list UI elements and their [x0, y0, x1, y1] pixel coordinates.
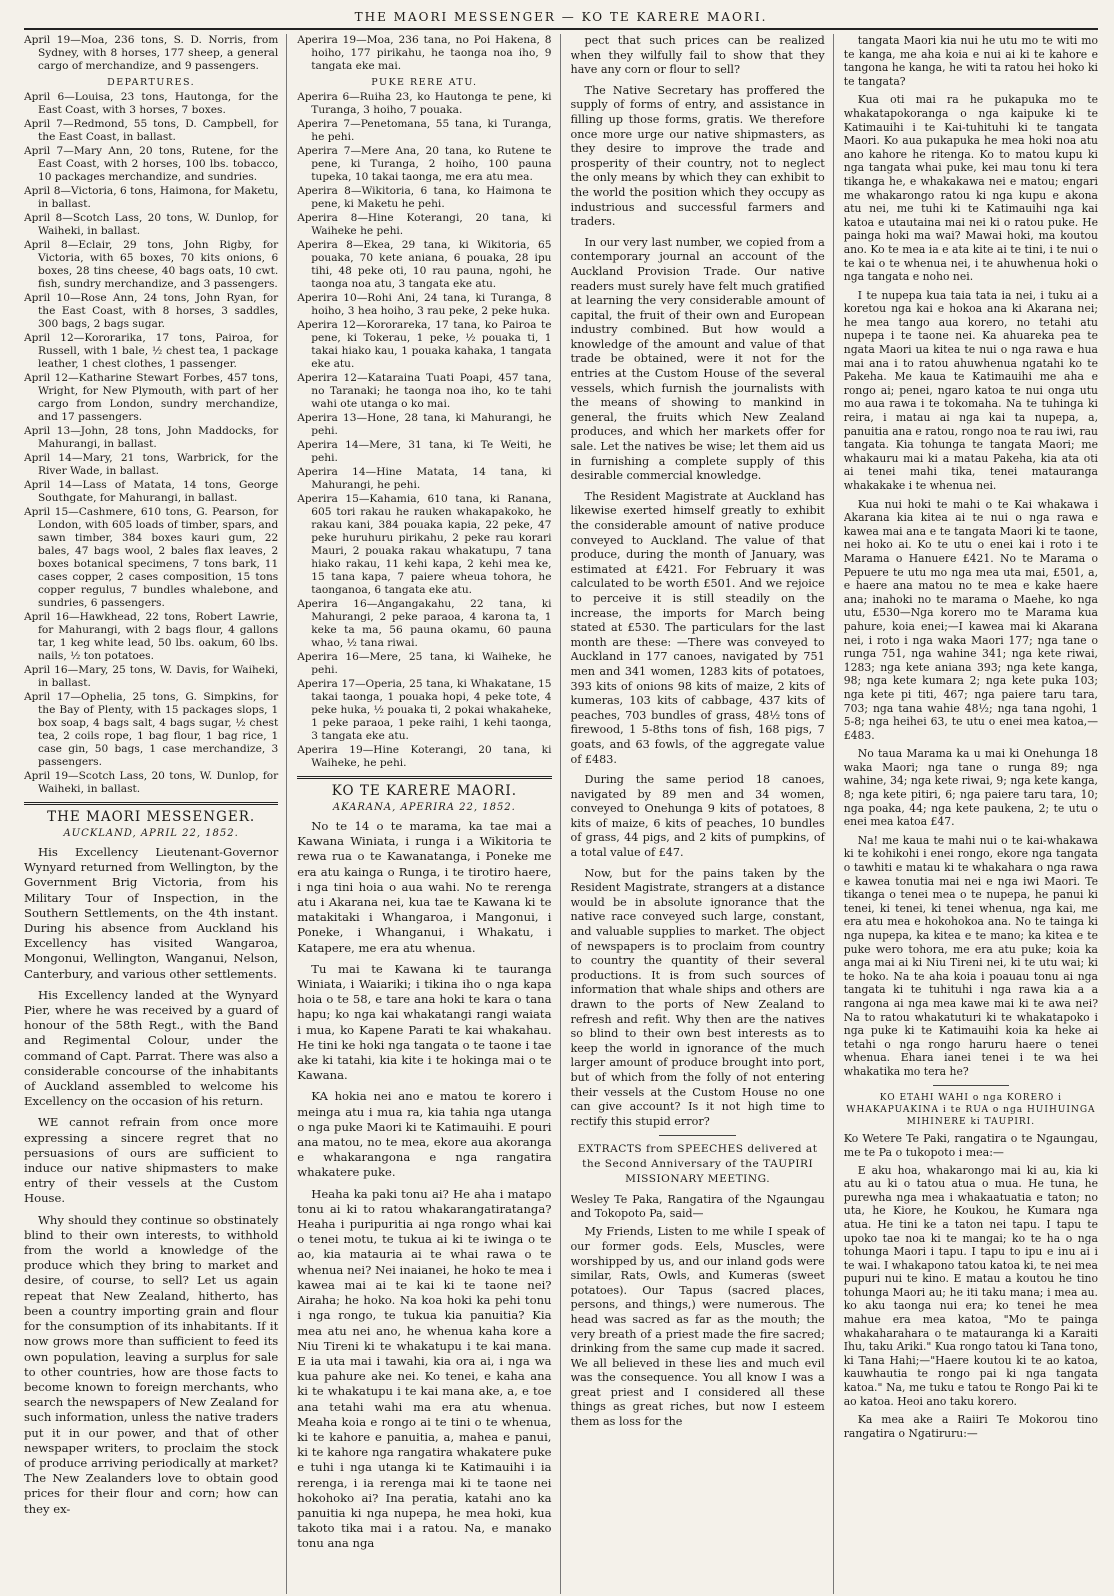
paragraph: WE cannot refrain from once more expressing a sincere regret that no persuasions of ours are sufficient to induce our native shipmasters to make entry of their vessels at the Custom House.	[24, 1115, 279, 1206]
dateline-en: AUCKLAND, APRIL 22, 1852.	[63, 828, 239, 839]
shipping-entry: Aperira 19—Moa, 236 tana, no Poi Hakena, 8 hoiho, 177 pirikahu, he taonga noa iho, 9 tangata eke mai.	[297, 34, 552, 72]
shipping-entry: Aperira 14—Mere, 31 tana, ki Te Weiti, he pehi.	[297, 439, 552, 464]
extract-title-mi: KO ETAHI WAHI o nga KORERO i WHAKAPUAKINA i te RUA o nga HUIHUINGA MIHINERE ki TAUPIRI.	[846, 1092, 1096, 1127]
paragraph: Tu mai te Kawana ki te tauranga Winiata, i Waiariki; i tikina iho o nga kapa hoia o te 58, e tare ana hoki te kara o tana hapu; ko nga kai whakatangi rangi waiata i mua, ko Kapene Parati te kai whakahau. He tini ke hoki nga tangata o te taone i tae ake ki tatahi, kia kite i te hokinga mai o te Kawana.	[297, 961, 552, 1083]
divider	[24, 802, 278, 805]
column-3	[571, 34, 834, 1594]
article-mi-continued	[844, 34, 1098, 1079]
columns	[24, 34, 1098, 1594]
paragraph: Kua nui hoki te mahi o te Kai whakawa i Akarana kia kitea ai te nui o nga rawa e kawea mai ana e te tangata Maori ki te taone, nei hoko ai. Ko te utu o enei kai i roto i te Marama o Hanuere £421. No te Marama o Pepuere te utu mo nga mea uta mai, £501, a, e haere ana matou no te mea e kake haere ana; inahoki no te marama o Maehe, ko nga utu, £530—Nga korero mo te Marama kua pahure, koia enei;—I kawea mai ki Akarana nei, i roto i nga waka Maori 177; nga tane o runga 751, nga wahine 341; nga kete riwai, 1283; nga kete aniana 393; nga kete kanga, 98; nga kete kumara 2; nga kete puka 103; nga kete pi titi, 467; nga paiere taru tara, 703; nga tana wahie 48½; nga tana ngohi, 1 5-8; nga heihei 63, te utu o enei mea katoa,—£483.	[843, 497, 1098, 742]
shipping-entry: Aperira 12—Kororareka, 17 tana, ko Pairoa te pene, ki Tokerau, 1 peke, ½ pouaka ti, 1 takai hiako kau, 1 pouaka kahaka, 1 tangata eke atu.	[297, 319, 552, 370]
departures-heading-en: DEPARTURES.	[107, 77, 196, 88]
column-4	[844, 34, 1098, 1594]
shipping-entry: April 7—Redmond, 55 tons, D. Campbell, for the East Coast, in ballast.	[24, 118, 279, 143]
shipping-entry: Aperira 16—Mere, 25 tana, ki Waiheke, he pehi.	[297, 651, 552, 676]
running-head: THE MAORI MESSENGER — KO TE KARERE MAORI.	[24, 6, 1098, 30]
shipping-entry: April 7—Mary Ann, 20 tons, Rutene, for the East Coast, with 2 horses, 100 lbs. tobacco, 10 packages merchandize, and sundries.	[24, 145, 279, 183]
shipping-entry: Aperira 17—Operia, 25 tana, ki Whakatane, 15 takai taonga, 1 pouaka hopi, 4 peke tote, 4 peke huka, ½ pouaka ti, 2 pokai whakaheke, 1 peke paraoa, 1 peke raihi, 1 kehi taonga, 3 tangata eke atu.	[297, 678, 552, 742]
shipping-entry: April 8—Eclair, 29 tons, John Rigby, for Victoria, with 65 boxes, 70 kits onions, 6 boxes, 28 tins cheese, 40 bags oats, 10 cwt. fish, sundry merchandize, and 3 passengers.	[24, 239, 279, 290]
speaker-en: Wesley Te Paka, Rangatira of the Ngaungau and Tokopoto Pa, said—	[570, 1193, 825, 1221]
shipping-entry: April 12—Katharine Stewart Forbes, 457 tons, Wright, for New Plymouth, with part of her cargo from London, sundry merchandize, and 17 passengers.	[24, 372, 279, 423]
divider	[297, 776, 551, 779]
shipping-entry: April 14—Mary, 21 tons, Warbrick, for the River Wade, in ballast.	[24, 452, 279, 477]
speech-en: My Friends, Listen to me while I speak of our former gods. Eels, Muscles, were worshipped by us, and our inland gods were similar, Rats, Owls, and Kumeras (sweet potatoes). Our Tapus (sacred places, persons, and things,) were numerous. The head was sacred as far as the mouth; the very breath of a priest made the fire sacred; drinking from the same cup made it sacred. We all believed in these lies and much evil was the consequence. You all know I was a great priest and I considered all these things as great riches, but now I esteem them as loss for the	[570, 1225, 825, 1429]
shipping-entry: April 8—Victoria, 6 tons, Haimona, for Maketu, in ballast.	[24, 185, 279, 210]
column-2	[297, 34, 560, 1594]
shipping-entry: April 17—Ophelia, 25 tons, G. Simpkins, for the Bay of Plenty, with 15 packages slops, 1 box soap, 4 bags salt, 4 bags sugar, ½ chest tea, 2 coils rope, 1 bag flour, 1 bag rice, 1 case gin, 50 bags, 1 case merchandize, 3 passengers.	[24, 691, 279, 768]
shipping-entry: Aperira 8—Hine Koterangi, 20 tana, ki Waiheke he pehi.	[297, 212, 552, 237]
paragraph: Why should they continue so obstinately blind to their own interests, to withhold from the world a knowledge of the produce which they bring to market and desire, of course, to sell? Let us again repeat that New Zealand, hitherto, has been a country importing grain and flour for the consumption of its inhabitants. If it now grows more than sufficient to feed its own population, leaving a surplus for sale to other countries, how are those facts to become known to foreign merchants, who search the newspapers of New Zealand for such information, unless the native traders put it in our power, and that of other newspaper writers, to proclaim the stock of produce arriving periodically at market? The New Zealanders love to obtain good prices for their flour and corn; how can they ex-	[24, 1212, 279, 1516]
shipping-entry: April 6—Louisa, 23 tons, Hautonga, for the East Coast, with 3 horses, 7 boxes.	[24, 91, 279, 116]
shipping-entry: Aperira 12—Kataraina Tuati Poapi, 457 tana, no Taranaki; he taonga noa iho, ko te tahi wahi ote utanga o ko mai.	[297, 372, 552, 410]
shipping-entry: April 16—Mary, 25 tons, W. Davis, for Waiheki, in ballast.	[24, 664, 279, 689]
paragraph: The Resident Magistrate at Auckland has likewise exerted himself greatly to exhibit the considerable amount of native produce conveyed to Auckland. The value of that produce, during the month of January, was estimated at £421. For February it was calculated to be worth £501. And we rejoice to perceive it is still steadily on the increase, the imports for March being stated at £530. The particulars for the last month are these: —There was conveyed to Auckland in 177 canoes, navigated by 751 men and 341 women, 1283 kits of potatoes, 393 kits of onions 98 kits of maize, 2 kits of kumeras, 103 kits of cabbage, 437 kits of peaches, 703 bundles of grass, 48½ tons of firewood, 1 5-8ths tons of fish, 168 pigs, 7 goats, and 63 fowls, of the aggregate value of £483.	[570, 489, 825, 766]
paragraph: KA hokia nei ano e matou te korero i meinga atu i mua ra, kia tahia nga utanga o nga puke Maori ki te Katimauihi. E pouri ana matou, no te mea, ekore aua akoranga e whakarangona e nga rangatira whakatere puke.	[297, 1089, 552, 1180]
paragraph: His Excellency Lieutenant-Governor Wynyard returned from Wellington, by the Government Brig Victoria, from his Military Tour of Inspection, in the Southern Settlements, on the 4th instant. During his absence from Auckland his Excellency has visited Wangaroa, Mongonui, Wellington, Wanganui, Nelson, Canterbury, and various other settlements.	[24, 845, 279, 981]
shipping-entry: Aperira 10—Rohi Ani, 24 tana, ki Turanga, 8 hoiho, 3 hea hoiho, 3 rau peke, 2 peke huka.	[297, 292, 552, 317]
shipping-entry: Aperira 16—Angangakahu, 22 tana, ki Mahurangi, 2 peke paraoa, 4 karona ta, 1 keke ta ma, 56 pauna okamu, 60 pauna whao, ½ tana riwai.	[297, 598, 552, 649]
paragraph: During the same period 18 canoes, navigated by 89 men and 34 women, conveyed to Onehunga 9 kits of potatoes, 8 kits of maize, 6 kits of peaches, 10 bundles of grass, 44 pigs, and 2 kits of pumpkins, of a total value of £47.	[570, 773, 825, 860]
paragraph: Ka mea ake a Raiiri Te Mokorou tino rangatira o Ngatiruru:—	[843, 1413, 1098, 1440]
shipping-entry: Aperira 19—Hine Koterangi, 20 tana, ki Waiheke, he pehi.	[297, 744, 552, 769]
paragraph: Heaha ka paki tonu ai? He aha i matapo tonu ai ki to ratou whakarangatiratanga? Heaha i puripuritia ai nga rongo whai kai o tenei motu, te tukua ai ki te iwinga o te ao, kia matauria ai te whai rawa o te whenua nei? Nei inaianei, he hoko te mea i kawea mai ai te kai ki te taone nei? Airaha; he hoko. Na koa hoki ka pehi tonu i nga rongo, te tukua kia panuitia? Kia mea atu nei ano, he whenua kaha kore a Niu Tireni ki te whakatupu i te kai mana. E ia uta mai i tawahi, kia ora ai, i nga wa kua pahure ake nei. Ko tenei, e kaha ana ki te whakatupu i te kai mana ake, a, e toe ana tetahi wahi ma era atu whenua. Meaha koia e rongo ai te tini o te whenua, ki te kahore e panuitia, a, mahea e panui, ki te kahore nga rangatira whakatere puke e tuhi i nga utanga ki te Katimauihi i ia rerenga, i ia rerenga mai ki te taone nei hokohoko ai? Ina peratia, katahi ano ka panuitia ki nga nupepa, he mea hoki, kua takoto tika mai i a ratou. Na, e manako tonu ana nga	[297, 1186, 552, 1551]
shipping-entry: Aperira 14—Hine Matata, 14 tana, ki Mahurangi, he pehi.	[297, 466, 552, 491]
shipping-entry: April 19—Moa, 236 tons, S. D. Norris, from Sydney, with 8 horses, 177 sheep, a general cargo of merchandize, and 9 passengers.	[24, 34, 279, 72]
paragraph: The Native Secretary has proffered the supply of forms of entry, and assistance in filling up those forms, gratis. We therefore once more urge our native shipmasters, as they desire to improve the trade and prosperity of their country, not to neglect the only means by which they can exhibit to the world the position which they occupy as industrious and successful farmers and traders.	[570, 83, 825, 229]
shipping-entry: Aperira 15—Kahamia, 610 tana, ki Ranana, 605 tori rakau he rauken whakapakoko, he rakau kani, 384 pouaka kapia, 22 peke, 47 peke huruhuru pirikahu, 2 peke rau korari Mauri, 2 pouaka rakau whakatupu, 7 tana hiako rakau, 11 kehi kapa, 2 kehi mea ke, 15 tana kapa, 7 paiere wheua tohora, he taonganoa, 6 tangata eke atu.	[297, 493, 552, 596]
departures-heading-mi: PUKE RERE ATU.	[371, 77, 478, 88]
shipping-entry: Aperira 8—Ekea, 29 tana, ki Wikitoria, 65 pouaka, 70 kete aniana, 6 pouaka, 28 ipu tihi, 48 peke oti, 10 rau pauna, ngohi, he taonga noa atu, 3 tangata eke atu.	[297, 239, 552, 290]
paragraph: His Excellency landed at the Wynyard Pier, where he was received by a guard of honour of the 58th Regt., with the Band and Regimental Colour, under the command of Capt. Parrat. There was also a considerable concourse of the inhabitants of Auckland assembled to welcome his Excellency on the occasion of his return.	[24, 987, 279, 1109]
shipping-entry: April 13—John, 28 tons, John Maddocks, for Mahurangi, in ballast.	[24, 425, 279, 450]
paragraph: Na! me kaua te mahi nui o te kai-whakawa ki te kohikohi i enei rongo, ekore nga tangata o tawhiti e matau ki te whakahara o nga rawa e kawea tonutia mai nei e nga iwi Maori. Te tikanga o tenei mea o te nupepa, he panui ki tenei, ki tenei, ki tenei whenua, nga kai, me era atu mea e hokohokoa ana. No te tainga ki nga nupepa, ka kitea e te mano; ka kitea e te puke wero tohora, me era atu puke; koia ka anga mai ai ki Niu Tireni nei, ki te utu wai; ki te hoko. Na te aha koia i poauau tonu ai nga tangata ki te tuhituhi i nga rawa kia a a rangona ai nga mea kawe mai ki te awa nei? Na to ratou whakatuturi ki te whakatapoko i nga puke ki te Katimauihi koia ka heke ai tetahi o nga rongo haruru haere o tenei whenua. Ehara ianei tenei i te wa hei whakatika mo tera he?	[843, 833, 1098, 1078]
shipping-entry: April 8—Scotch Lass, 20 tons, W. Dunlop, for Waiheki, in ballast.	[24, 212, 279, 237]
paragraph: pect that such prices can be realized when they wilfully fail to show that they have any corn or flour to sell?	[570, 34, 825, 77]
dateline-mi: AKARANA, APERIRA 22, 1852.	[332, 802, 516, 813]
paragraph: No te 14 o te marama, ka tae mai a Kawana Winiata, i runga i a Wikitoria te rewa rua o te Kawanatanga, i Poneke me era atu kainga o Runga, i te tirotiro haere, i nga tini hoia o aua wahi. No te rerenga atu i Akarana nei, kua tae te Kawana ki te matakitaki i Whangaroa, i Mangonui, i Poneke, i Whanganui, i Whakatu, i Katapere, me era atu whenua.	[297, 819, 552, 955]
extract-title-en: EXTRACTS from SPEECHES delivered at the Second Anniversary of the TAUPIRI MISSIONARY MEETING.	[577, 1143, 818, 1186]
shipping-entry: April 14—Lass of Matata, 14 tons, George Southgate, for Mahurangi, in ballast.	[24, 479, 279, 504]
article-en	[24, 845, 278, 1517]
shipping-entry: Aperira 7—Penetomana, 55 tana, ki Turanga, he pehi.	[297, 118, 552, 143]
column-1	[24, 34, 287, 1594]
shipping-entry: April 19—Scotch Lass, 20 tons, W. Dunlop, for Waiheki, in ballast.	[24, 770, 279, 795]
paragraph: In our very last number, we copied from a contemporary journal an account of the Auckland Provision Trade. Our native readers must surely have felt much gratified at learning the very considerable amount of capital, the fruit of their own and European industry combined. But how would a knowledge of the amount and value of that trade be obtained, were it not for the entries at the Custom House of the several vessels, which furnish the journalists with the means of showing to mankind in general, the fruits which New Zealand produces, and which her markets offer for sale. Let the natives be wise; let them aid us in furnishing a complete supply of this desirable commercial knowledge.	[570, 235, 825, 483]
divider	[933, 1085, 1009, 1086]
masthead-en: THE MAORI MESSENGER.	[47, 809, 256, 825]
paragraph: tangata Maori kia nui he utu mo te witi mo te kanga, me aha koia e nui ai ki te kahore e tangona he kanga, he witi ta ratou hei hoko ki te tangata?	[843, 34, 1098, 88]
paragraph: Kua oti mai ra he pukapuka mo te whakatapokoranga o nga kaipuke ki te Katimauihi i te Kai-tuhituhi ki te tangata Maori. Ko aua pukapuka he mea hoki noa atu ano kahore he ritenga. Ko to matou kupu ki nga tangata whai puke, kei mau tonu ki tera tikanga he, e whakakawa nei e matou; engari me whakarongo ratou ki nga kupu e akona atu nei, me tuhi ki te Katimauihi nga kai katoa e utautaina mai nei ki o ratou puke. He painga hoki ma wai? Mawai hoki, ma koutou ano. Ko te mea ia e ata kite ai te tini, i te nui o te kai o te whenua nei, i te ahuwhenua hoki o nga tangata e noho nei.	[843, 93, 1098, 284]
shipping-entry: April 15—Cashmere, 610 tons, G. Pearson, for London, with 605 loads of timber, spars, and sawn timber, 384 boxes kauri gum, 22 bales, 47 bags wool, 2 bales flax leaves, 2 boxes botanical specimens, 7 tons bark, 11 cases copper, 2 cases composition, 15 tons copper regulus, 7 bundles whalebone, and sundries, 6 passengers.	[24, 506, 279, 609]
shipping-entry: Aperira 13—Hone, 28 tana, ki Mahurangi, he pehi.	[297, 412, 552, 437]
paragraph: No taua Marama ka u mai ki Onehunga 18 waka Maori; nga tane o runga 89; nga wahine, 34; nga kete riwai, 9; nga kete kanga, 8; nga kete pitiri, 6; nga paiere taru tara, 10; nga poaka, 44; nga kete paukena, 2; te utu o enei mea katoa £47.	[843, 747, 1098, 829]
arrivals-list-mi	[297, 34, 551, 73]
divider	[659, 1135, 735, 1136]
paragraph: I te nupepa kua taia tata ia nei, i tuku ai a koretou nga kai e hokoa ana ki Akarana nei; he mea tango aua korero, no tetahi atu nupepa i te taone nei. Ka ahuareka pea te ngata Maori ua kitea te nui o nga rawa e hua mai ana i to ratou ahuwhenua ngatahi ko te Pakeha. Me kaua te Katimauihi me aha e rongo ai; penei, ngaro katoa te nui onga utu mo aua rawa i te tokomaha. Na te tuhinga ki reira, i matau ai nga kai ta nupepa, a, panuitia ana e ratou, rongo noa te rau iwi, rau tangata. Kia tohunga te tangata Maori; me whakauru mai ki a matau Pakeha, kia ata oti ai tenei mahi tika, tenei matauranga whakakake i te whenua nei.	[843, 288, 1098, 492]
article-en-continued	[571, 34, 825, 1129]
shipping-entry: April 16—Hawkhead, 22 tons, Robert Lawrie, for Mahurangi, with 2 bags flour, 4 gallons tar, 1 keg white lead, 50 lbs. oakum, 60 lbs. nails, ½ ton potatoes.	[24, 611, 279, 662]
paragraph: Now, but for the pains taken by the Resident Magistrate, strangers at a distance would be in absolute ignorance that the native race conveyed such large, constant, and valuable supplies to market. The object of newspapers is to proclaim from country to country the quantity of their several productions. It is from such sources of information that whale ships and others are drawn to the ports of New Zealand to refresh and refit. Why then are the natives so blind to their own best interests as to keep the world in ignorance of the much larger amount of produce brought into port, but of which from the folly of not entering their vessels at the Custom House no one can give account? Is it not high time to rectify this stupid error?	[570, 866, 825, 1128]
arrivals-list-en	[24, 34, 278, 73]
departures-list-mi	[297, 91, 551, 770]
shipping-entry: April 12—Kororarika, 17 tons, Pairoa, for Russell, with 1 bale, ½ chest tea, 1 package leather, 1 chest clothes, 1 passenger.	[24, 332, 279, 370]
masthead-mi: KO TE KARERE MAORI.	[331, 783, 518, 799]
shipping-entry: Aperira 7—Mere Ana, 20 tana, ko Rutene te pene, ki Turanga, 2 hoiho, 100 pauna tupeka, 10 takai taonga, me era atu mea.	[297, 145, 552, 183]
speaker-mi: Ko Wetere Te Paki, rangatira o te Ngaungau, me te Pa o tukopoto i mea:—	[843, 1131, 1098, 1159]
paragraph: E aku hoa, whakarongo mai ki au, kia ki atu au ki o tatou atua o mua. He tuna, he purewha nga mea i whakaatuatia e taton; no uta, he Kiore, he Koukou, he Kumara nga atua. He tini ke a taton nei tapu. I tapu te upoko tae noa ki te mangai; ko te ha o nga tohunga Maori i tapu. I tapu to ipu e inu ai i te wai. I whakapono tatou katoa ki, te nei mea pupuri nui te kino. E matau a koutou he tino tohunga Maori au; he iti taku mana; i mea au. ko aku taonga nui era; ko tenei he mea mahue era mea katoa, "Mo te painga whakaharahara o te matauranga ki a Karaiti Ihu, taku Ariki." Kua rongo tatou ki Tana tono, ki Tana Hahi;—"Haere koutou ki te ao katoa, kauwhautia te rongo pai ki nga tangata katoa." Na, me tuku e tatou te Rongo Pai ki te ao katoa. Heoi ano taku korero.	[843, 1163, 1098, 1408]
speech-mi	[844, 1164, 1098, 1441]
shipping-entry: April 10—Rose Ann, 24 tons, John Ryan, for the East Coast, with 8 horses, 3 saddles, 300 bags, 2 bags sugar.	[24, 292, 279, 330]
departures-list-en	[24, 91, 278, 796]
shipping-entry: Aperira 6—Ruiha 23, ko Hautonga te pene, ki Turanga, 3 hoiho, 7 pouaka.	[297, 91, 552, 116]
shipping-entry: Aperira 8—Wikitoria, 6 tana, ko Haimona te pene, ki Maketu he pehi.	[297, 185, 552, 210]
article-mi	[297, 819, 551, 1552]
